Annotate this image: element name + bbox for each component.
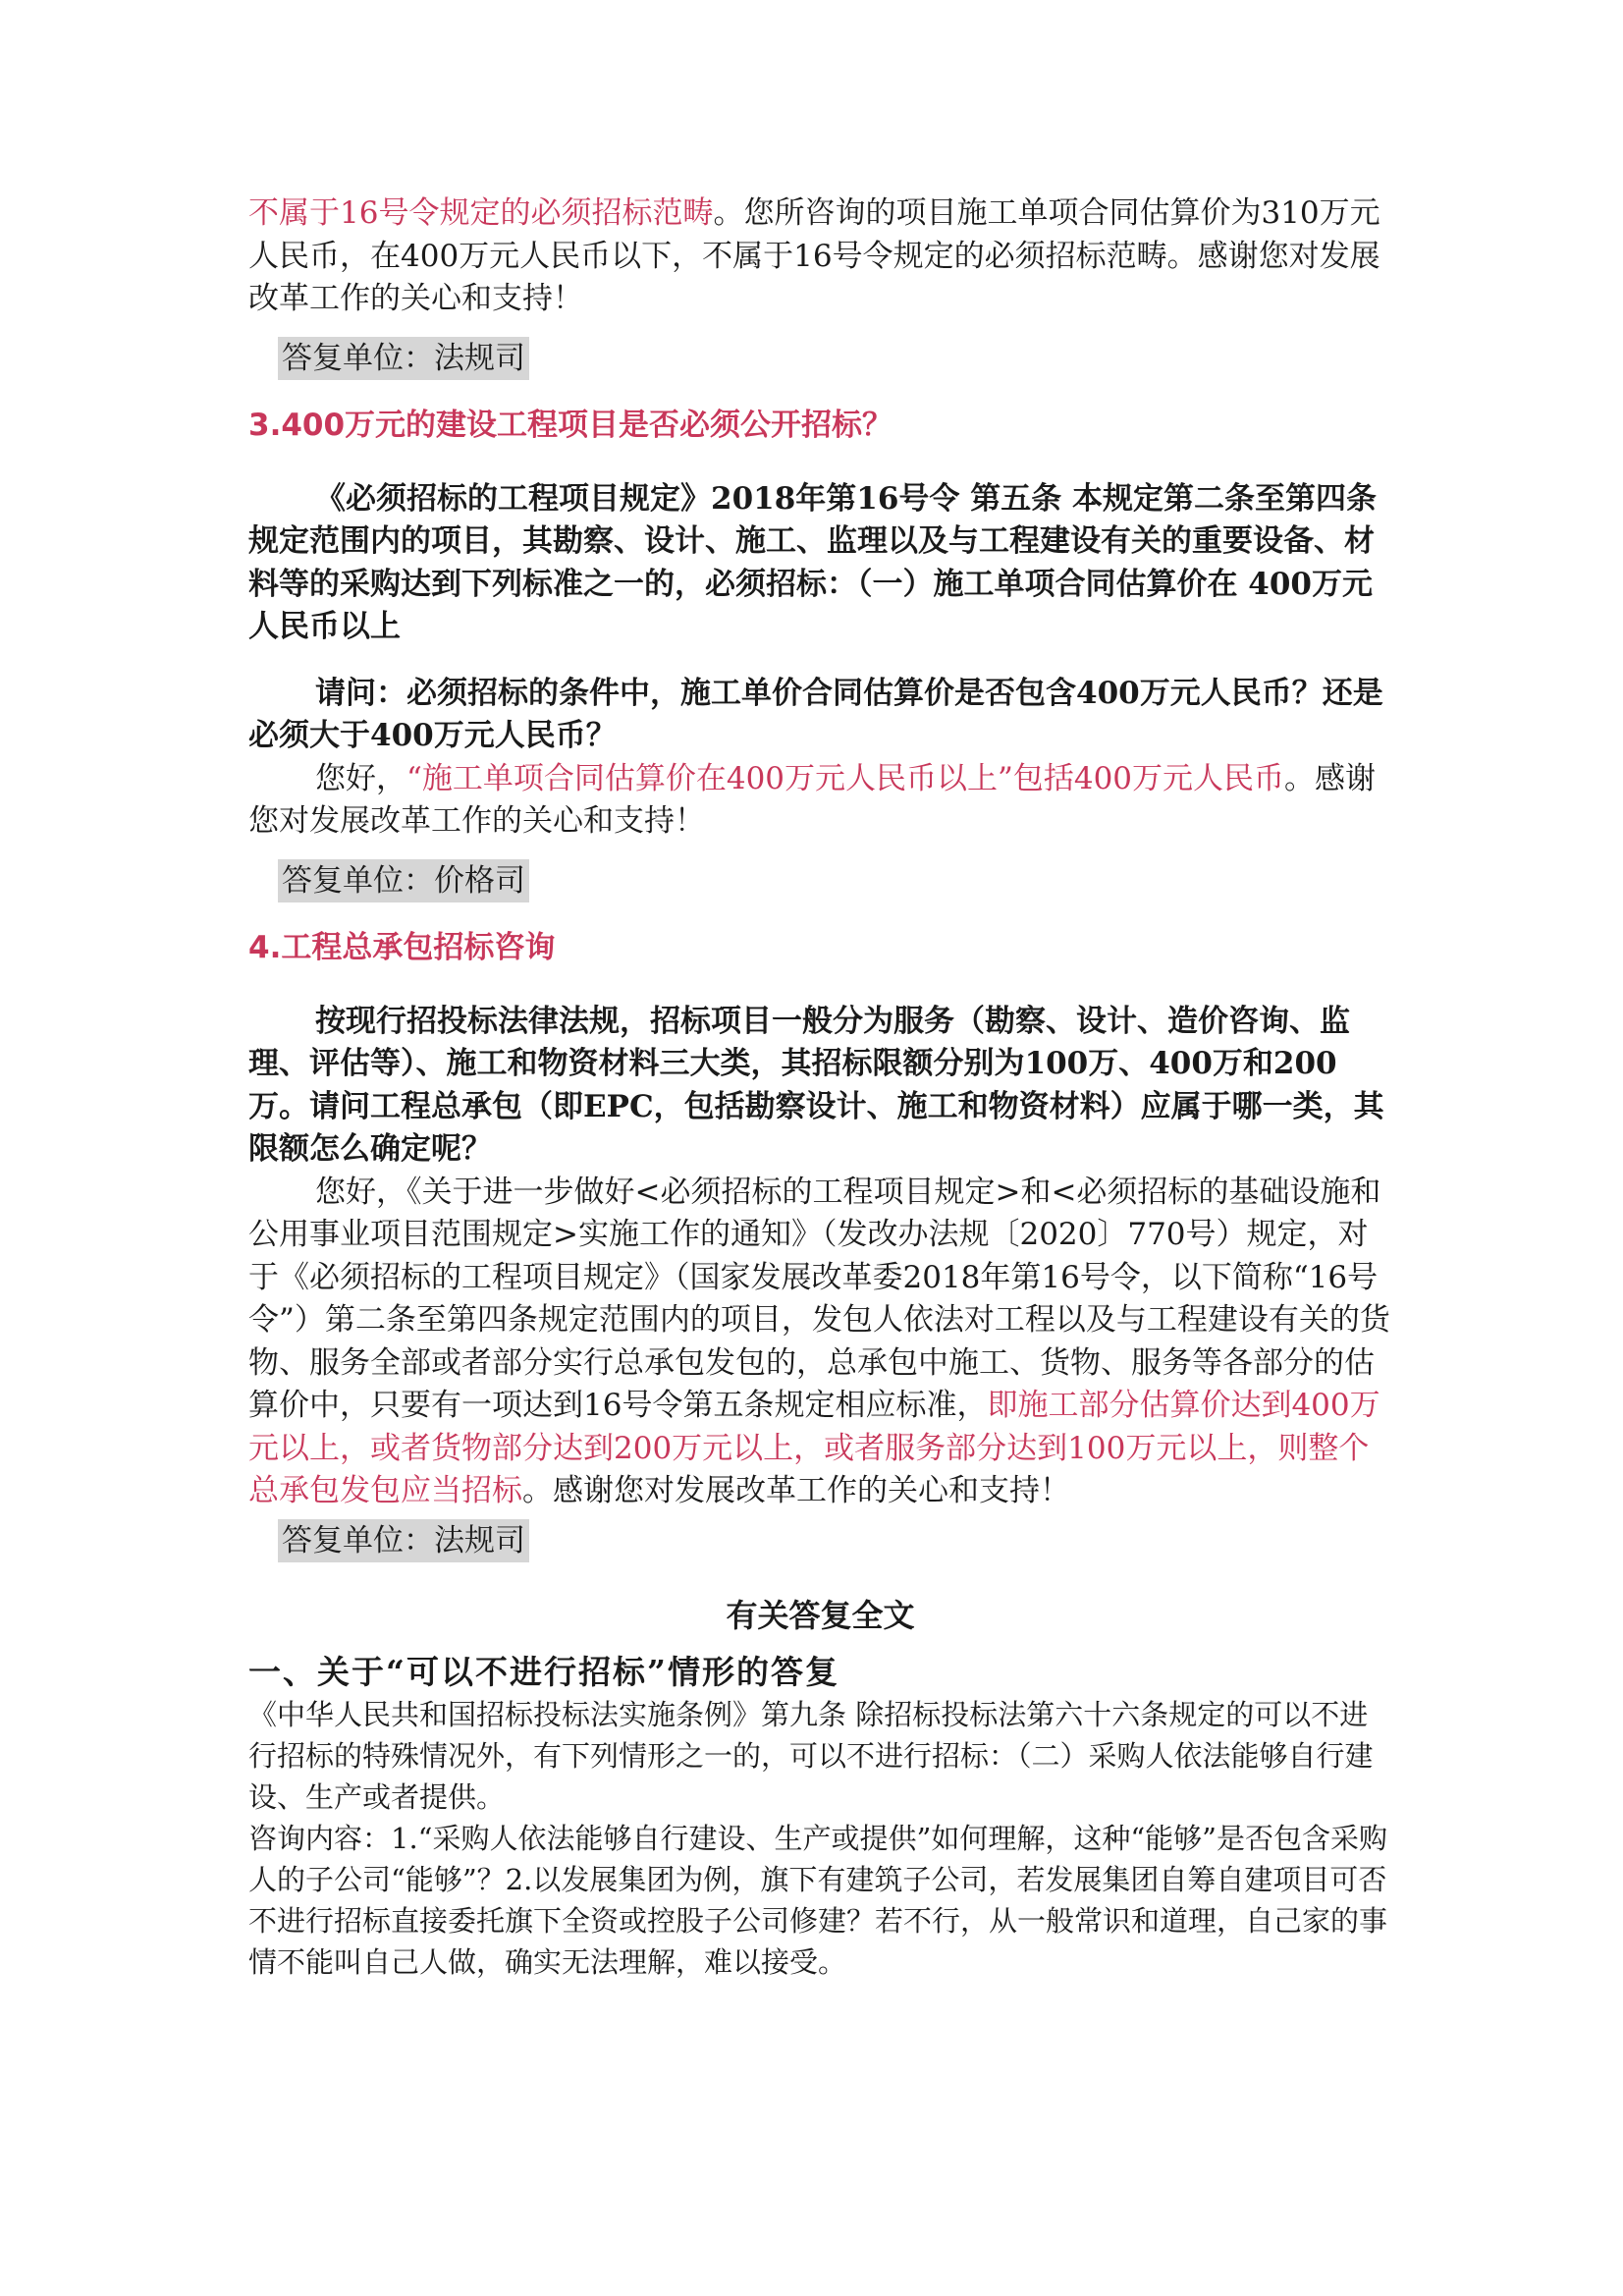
answer-highlight: “施工单项合同估算价在400万元人民币以上”包括400万元人民币 xyxy=(406,760,1285,796)
answer-text: 。您所咨询的项目施工单项合同估算价为310万元人民币，在400万元人民币以下，不属于16号令规定的必须招标范畴。感谢您对发展改革工作的关心和支持！ xyxy=(248,195,1380,316)
reply-unit-3: 答复单位：法规司 xyxy=(278,1519,529,1562)
consult-text: 咨询内容：1.“采购人依法能够自行建设、生产或提供”如何理解，这种“能够”是否包含采购人的子公司“能够”？2.以发展集团为例，旗下有建筑子公司，若发展集团自筹自建项目可否不进行招标直接委托旗下全资或控股子公司修建？若不行，从一般常识和道理，自己家的事情不能叫自己人做，确实无法理解，难以接受。 xyxy=(248,1821,1388,1979)
answer-highlight: 即施工部分估算价达到400万元以上，或者货物部分达到200万元以上，或者服务部分达到100万元以上，则整个总承包发包应当招标 xyxy=(248,1388,1380,1508)
question-4-title: 4.工程总承包招标咨询 xyxy=(248,929,556,965)
question-3-title: 3.400万元的建设工程项目是否必须公开招标？ xyxy=(248,407,893,443)
answer-text: 。感谢您对发展改革工作的关心和支持！ xyxy=(248,760,1377,839)
question-3-quote: 《必须招标的工程项目规定》2018年第16号令 第五条 本规定第二条至第四条规定范围内的项目，其勘察、设计、施工、监理以及与工程建设有关的重要设备、材料等的采购达到下列标准之一的，必须招标：（一）施工单项合同估算价在 400万元人民币以上 xyxy=(248,480,1378,644)
question-4-answer xyxy=(248,1172,1392,1513)
section-1-title: 一、关于“可以不进行招标”情形的答复 xyxy=(248,1652,839,1691)
reply-unit-1: 答复单位：法规司 xyxy=(278,337,529,380)
clause-text: 《中华人民共和国招标投标法实施条例》第九条 除招标投标法第六十六条规定的可以不进行招标的特殊情况外，有下列情形之一的，可以不进行招标：（二）采购人依法能够自行建设、生产或者提供。 xyxy=(248,1697,1374,1814)
document-content xyxy=(248,192,1392,1983)
question-3-question: 请问：必须招标的条件中，施工单价合同估算价是否包含400万元人民币？还是必须大于400万元人民币？ xyxy=(248,675,1383,753)
answer-text: 您好，《关于进一步做好<必须招标的工程项目规定>和<必须招标的基础设施和公用事业项目范围规定>实施工作的通知》（发改办法规〔2020〕770号）规定，对于《必须招标的工程项目规定》（国家发展改革委2018年第16号令，以下简称“16号令”）第二条至第四条规定范围内的项目，发包人依法对工程以及与工程建设有关的货物、服务全部或者部分实行总承包发包的，总承包中施工、货物、服务等各部分的估算价中，只要有一项达到16号令第五条规定相应标准， xyxy=(248,1174,1390,1423)
question-3-answer xyxy=(248,758,1392,844)
question-4-question: 按现行招投标法律法规，招标项目一般分为服务（勘察、设计、造价咨询、监理、评估等）、施工和物资材料三大类，其招标限额分别为100万、400万和200万。请问工程总承包（即EPC，包括勘察设计、施工和物资材料）应属于哪一类，其限额怎么确定呢？ xyxy=(248,1003,1384,1167)
answer-highlight: 不属于16号令规定的必须招标范畴 xyxy=(248,195,714,231)
answer-text: 。感谢您对发展改革工作的关心和支持！ xyxy=(522,1473,1070,1508)
reply-unit-2: 答复单位：价格司 xyxy=(278,859,529,902)
fulltext-title: 有关答复全文 xyxy=(726,1596,915,1634)
answer-paragraph-1 xyxy=(248,192,1392,321)
answer-greeting: 您好， xyxy=(315,760,406,796)
